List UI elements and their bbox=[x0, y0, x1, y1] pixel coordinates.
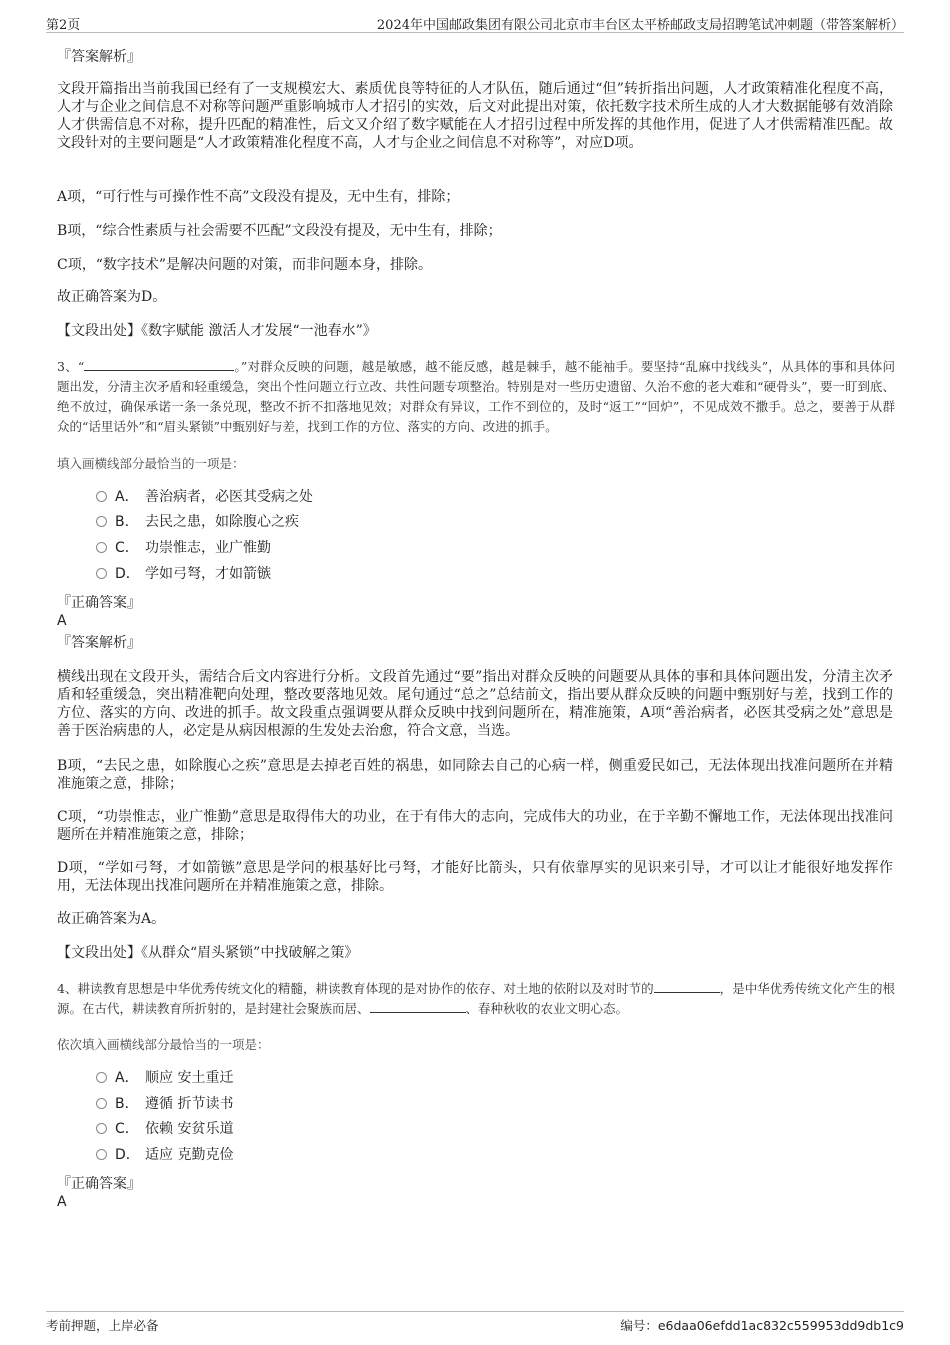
radio-icon[interactable] bbox=[96, 1149, 107, 1160]
question-4-option-b[interactable]: B． 遵循 折节读书 bbox=[96, 1095, 233, 1113]
question-3-stem: 3、“ 。”对群众反映的问题，越是敏感，越不能反感，越是棘手，越不能袖手。要坚持“乱麻中找线头”，从具体的事和具体问题出发，分清主次矛盾和轻重缓急，突出个性问题立行立改、共性问题专项整治。特别是对一些历史遗留、久治不愈的老大难和“硬骨头”，要一盯到底、绝不放过，确保承诺一条一条兑现，整改不折不扣落地见效；对群众有异议，工作不到位的，及时“返工”“回炉”，不见成效不撒手。总之，要善于从群众的“话里话外”和“眉头紧锁”中甄别好与差，找到工作的方位、落实的方向、改进的抓手。 bbox=[57, 359, 895, 434]
radio-icon[interactable] bbox=[96, 1123, 107, 1134]
source-citation: 【文段出处】《从群众“眉头紧锁”中找破解之策》 bbox=[57, 945, 359, 961]
radio-icon[interactable] bbox=[96, 491, 107, 502]
question-number: 4、 bbox=[57, 981, 78, 996]
page-footer bbox=[46, 1311, 904, 1334]
radio-icon[interactable] bbox=[96, 1072, 107, 1083]
analysis-conclusion: 故正确答案为A。 bbox=[57, 911, 166, 927]
analysis-label: 『答案解析』 bbox=[57, 49, 141, 65]
document-title: 2024年中国邮政集团有限公司北京市丰台区太平桥邮政支局招聘笔试冲刺题（带答案解析） bbox=[376, 18, 904, 33]
question-number: 3、 bbox=[57, 359, 78, 374]
analysis-text: 横线出现在文段开头，需结合后文内容进行分析。文段首先通过“要”指出对群众反映的问题要从具体的事和具体问题出发，分清主次矛盾和轻重缓急，突出精准靶向处理，整改要落地见效。尾句通过“总之”总结前文，指出要从群众反映的问题中甄别好与差，找到工作的方位、落实的方向、改进的抓手。故文段重点强调要从群众反映中找到问题所在，精准施策，A项“善治病者，必医其受病之处”意思是善于医治病患的人，必定是从病因根源的生发处去治愈，符合文意，当选。 bbox=[57, 669, 893, 739]
source-citation: 【文段出处】《数字赋能 激活人才发展“一池春水”》 bbox=[57, 323, 377, 339]
radio-icon[interactable] bbox=[96, 1098, 107, 1109]
analysis-option-b: B项，“去民之患，如除腹心之疾”意思是去掉老百姓的祸患，如同除去自己的心病一样，侧重爱民如己，无法体现出找准问题所在并精准施策之意，排除； bbox=[57, 758, 893, 792]
question-3-option-a[interactable]: A． 善治病者，必医其受病之处 bbox=[96, 488, 313, 506]
question-3-option-c[interactable]: C． 功崇惟志，业广惟勤 bbox=[96, 539, 271, 557]
question-4-stem: 4、耕读教育思想是中华优秀传统文化的精髓，耕读教育体现的是对协作的依存、对土地的依附以及对时节的 ，是中华优秀传统文化产生的根源。在古代，耕读教育所折射的，是封建社会聚族而居、 、春种秋收的农业文明心态。 bbox=[57, 981, 895, 1016]
radio-icon[interactable] bbox=[96, 542, 107, 553]
radio-icon[interactable] bbox=[96, 568, 107, 579]
analysis-text: 文段开篇指出当前我国已经有了一支规模宏大、素质优良等特征的人才队伍，随后通过“但”转折指出问题，人才政策精准化程度不高，人才与企业之间信息不对称等问题严重影响城市人才招引的实效，后文对此提出对策，依托数字技术所生成的人才大数据能够有效消除人才供需信息不对称，提升匹配的精准性，后文又介绍了数字赋能在人才招引过程中所发挥的其他作用，促进了人才供需精准匹配。故文段针对的主要问题是“人才政策精准化程度不高，人才与企业之间信息不对称等”，对应D项。 bbox=[57, 81, 893, 151]
fill-blank bbox=[84, 357, 234, 371]
question-4-option-a[interactable]: A． 顺应 安土重迁 bbox=[96, 1069, 233, 1087]
question-3-option-b[interactable]: B． 去民之患，如除腹心之疾 bbox=[96, 513, 299, 531]
analysis-option-b: B项，“综合性素质与社会需要不匹配”文段没有提及，无中生有，排除； bbox=[57, 223, 502, 239]
question-3-option-d[interactable]: D． 学如弓弩，才如箭镞 bbox=[96, 565, 271, 583]
document-code: 编号：e6daa06efdd1ac832c559953dd9db1c9 bbox=[620, 1318, 904, 1333]
page-header bbox=[46, 12, 904, 33]
correct-answer-label: 『正确答案』 bbox=[57, 1176, 141, 1192]
radio-icon[interactable] bbox=[96, 516, 107, 527]
correct-answer: A bbox=[57, 613, 67, 629]
analysis-option-c: C项，“功崇惟志，业广惟勤”意思是取得伟大的功业，在于有伟大的志向，完成伟大的功业，在于辛勤不懈地工作，无法体现出找准问题所在并精准施策之意，排除； bbox=[57, 809, 893, 843]
page-number: 第2页 bbox=[46, 18, 81, 33]
question-4-option-d[interactable]: D． 适应 克勤克俭 bbox=[96, 1146, 233, 1164]
question-4-instruction: 依次填入画横线部分最恰当的一项是： bbox=[57, 1037, 270, 1052]
analysis-label: 『答案解析』 bbox=[57, 635, 141, 651]
question-3-instruction: 填入画横线部分最恰当的一项是： bbox=[57, 456, 245, 471]
question-4-option-c[interactable]: C． 依赖 安贫乐道 bbox=[96, 1120, 233, 1138]
analysis-conclusion: 故正确答案为D。 bbox=[57, 289, 167, 305]
correct-answer: A bbox=[57, 1194, 67, 1210]
footer-slogan: 考前押题，上岸必备 bbox=[46, 1318, 159, 1333]
fill-blank bbox=[654, 979, 720, 993]
analysis-option-c: C项，“数字技术”是解决问题的对策，而非问题本身，排除。 bbox=[57, 257, 433, 273]
analysis-option-d: D项，“学如弓弩，才如箭镞”意思是学问的根基好比弓弩，才能好比箭头，只有依靠厚实的见识来引导，才可以让才能很好地发挥作用，无法体现出找准问题所在并精准施策之意，排除。 bbox=[57, 860, 893, 894]
fill-blank bbox=[370, 999, 466, 1013]
analysis-option-a: A项，“可行性与可操作性不高”文段没有提及，无中生有，排除； bbox=[57, 189, 460, 205]
correct-answer-label: 『正确答案』 bbox=[57, 595, 141, 611]
